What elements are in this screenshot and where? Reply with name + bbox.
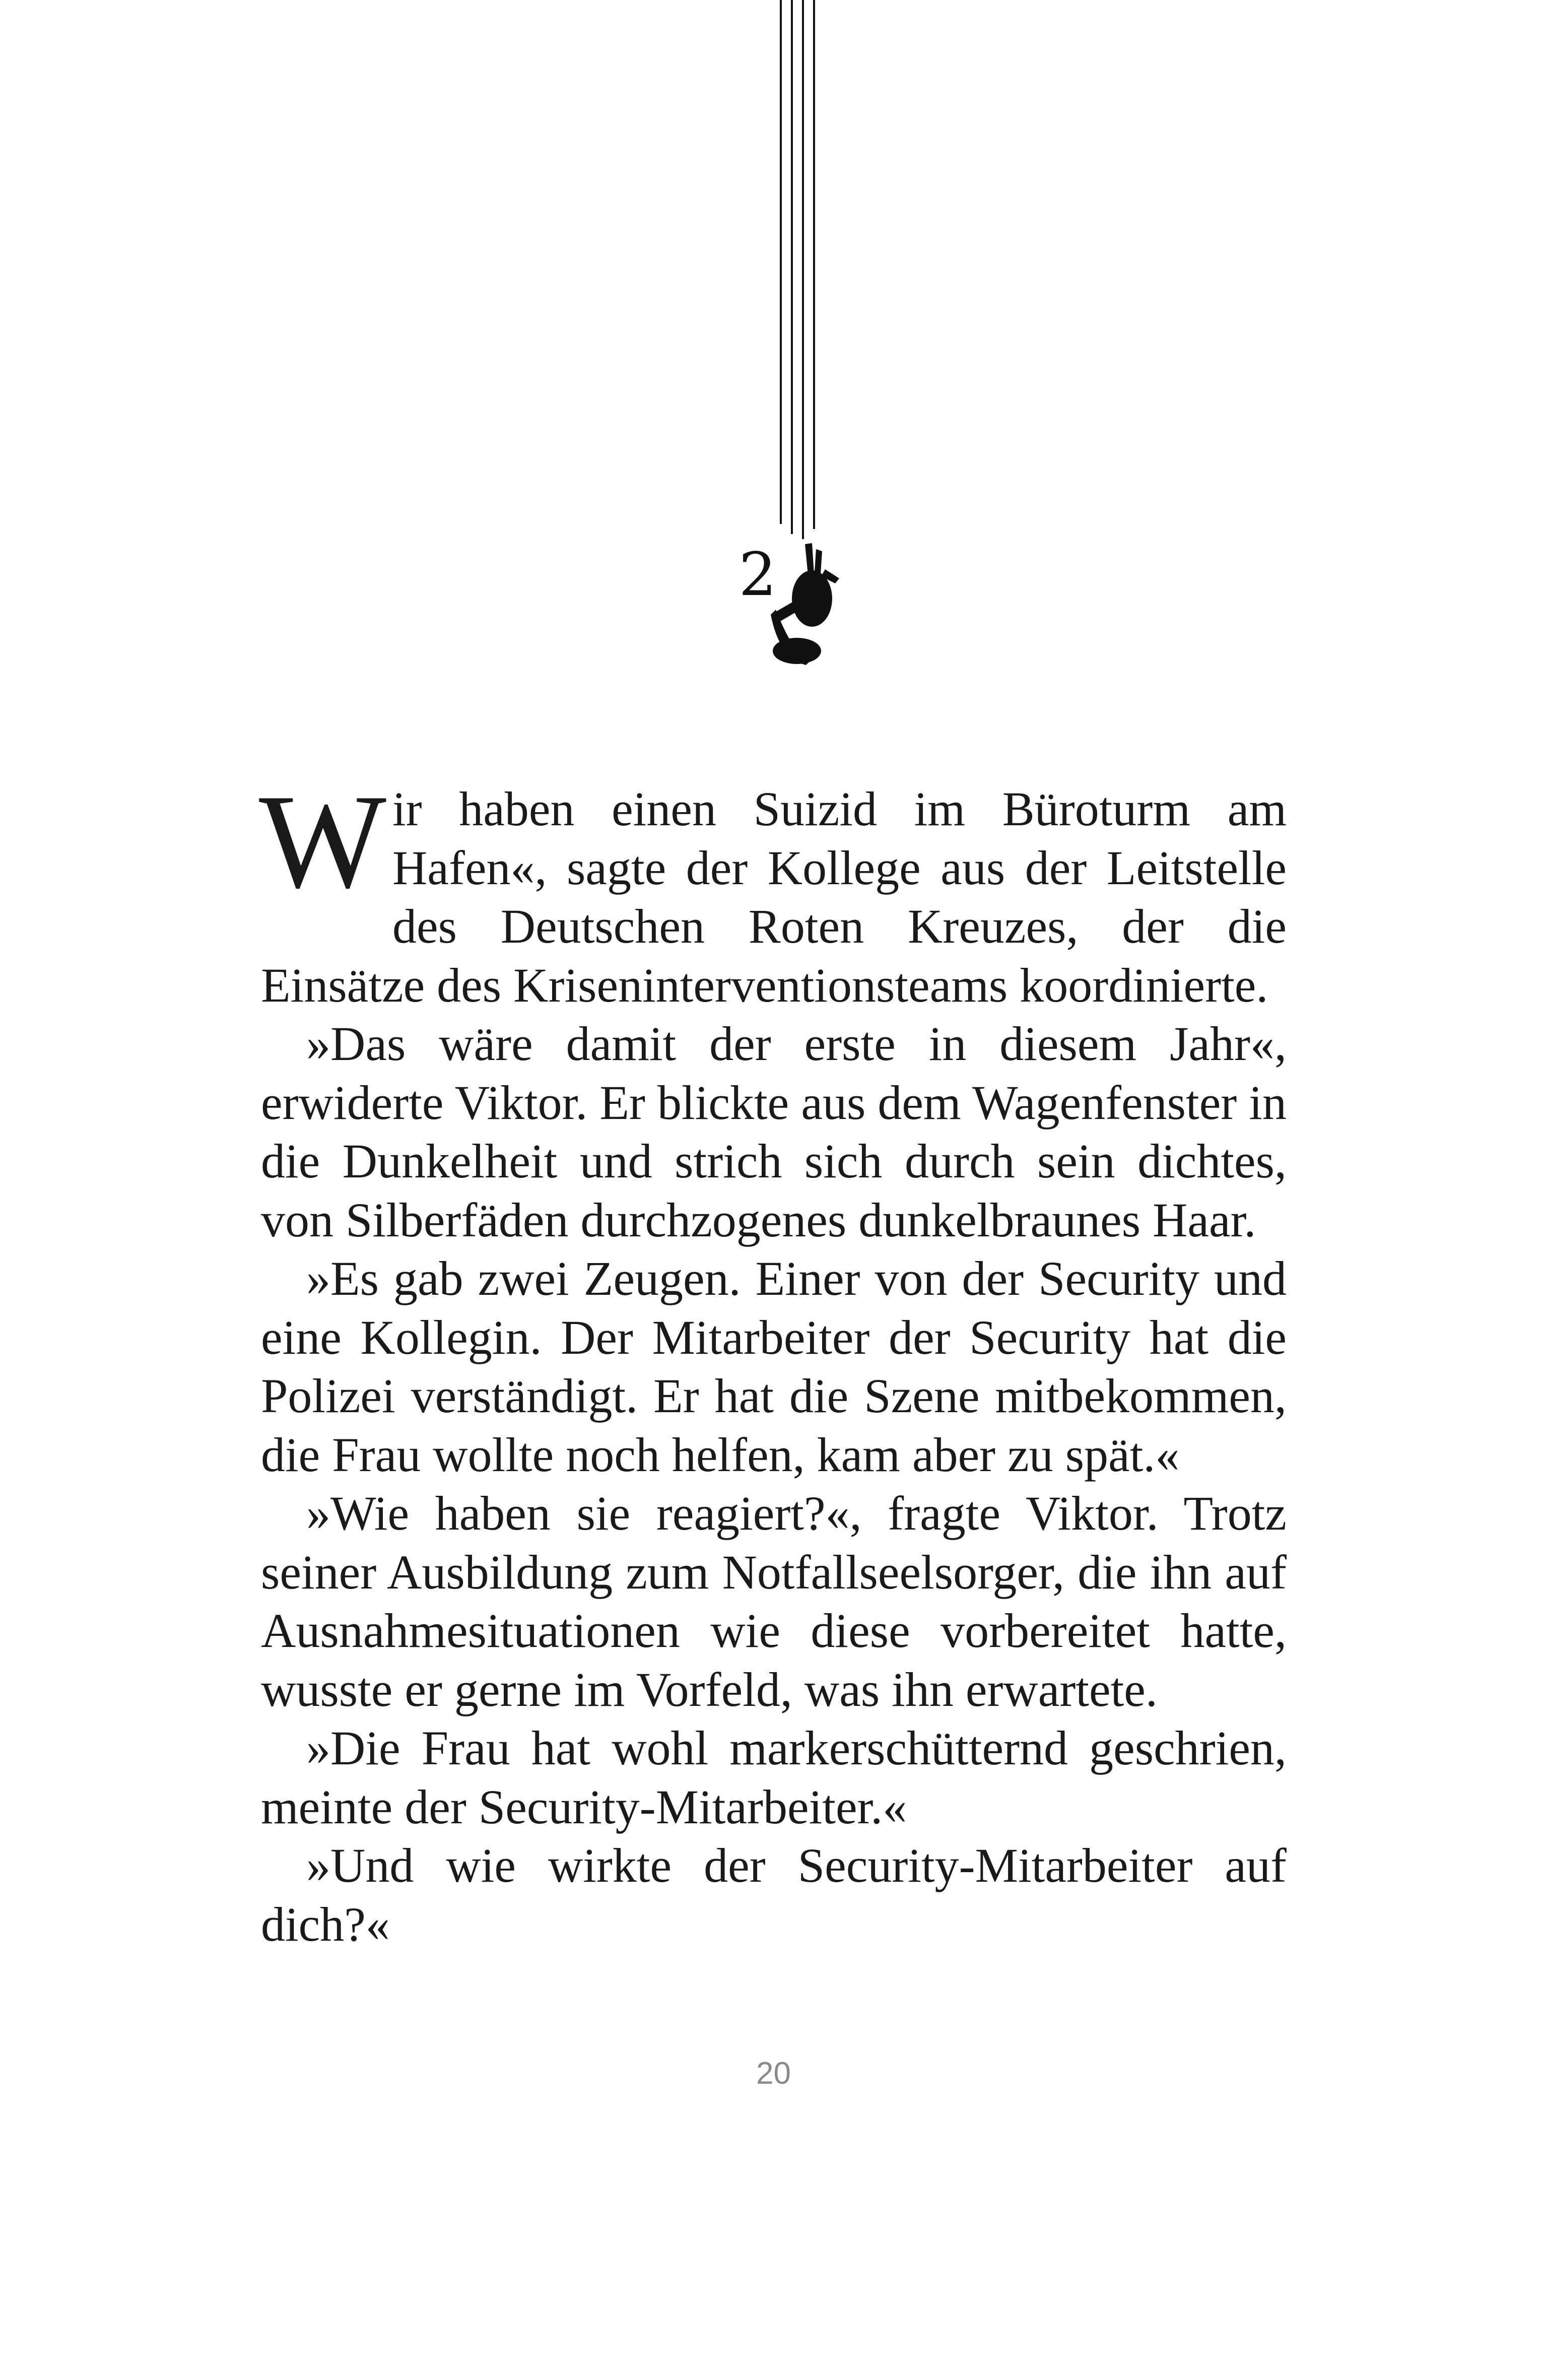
chapter-number: 2 [738, 540, 777, 609]
paragraph-5: »Die Frau hat wohl markerschütternd geschrien, meinte der Security-Mitarbeiter.« [261, 1721, 1287, 1834]
paragraph-2: »Das wäre damit der erste in diesem Jahr«, erwiderte Viktor. Er blickte aus dem Wagenfenster in die Dunkelheit und strich sich durch sein dichtes, von Silberfäden durchzogenes dunkelbraunes Haar. [261, 1017, 1287, 1247]
falling-lines-illustration [774, 0, 819, 544]
paragraph-1-text: ir haben einen Suizid im Büroturm am Hafen«, sagte der Kollege aus der Leitstelle des Deutschen Roten Kreuzes, der die Einsätze des Kriseninterventionsteams koordinierte. [261, 782, 1287, 1012]
falling-person-icon [756, 539, 841, 665]
page-number: 20 [756, 2056, 791, 2091]
paragraph-3: »Es gab zwei Zeugen. Einer von der Security und eine Kollegin. Der Mitarbeiter der Security hat die Polizei verständigt. Er hat die Szene mitbekommen, die Frau wollte noch helfen, kam aber zu spät.« [261, 1251, 1287, 1482]
paragraph-6: »Und wie wirkte der Security-Mitarbeiter auf dich?« [261, 1838, 1287, 1951]
drop-cap: W [259, 766, 386, 916]
chapter-text [259, 766, 1287, 1954]
paragraph-4: »Wie haben sie reagiert?«, fragte Viktor. Trotz seiner Ausbildung zum Notfallseelsorger, die ihn auf Ausnahmesituationen wie diese vorbereitet hatte, wusste er gerne im Vorfeld, was ihn erwartete. [261, 1486, 1287, 1716]
paragraph-1 [259, 766, 1287, 1015]
